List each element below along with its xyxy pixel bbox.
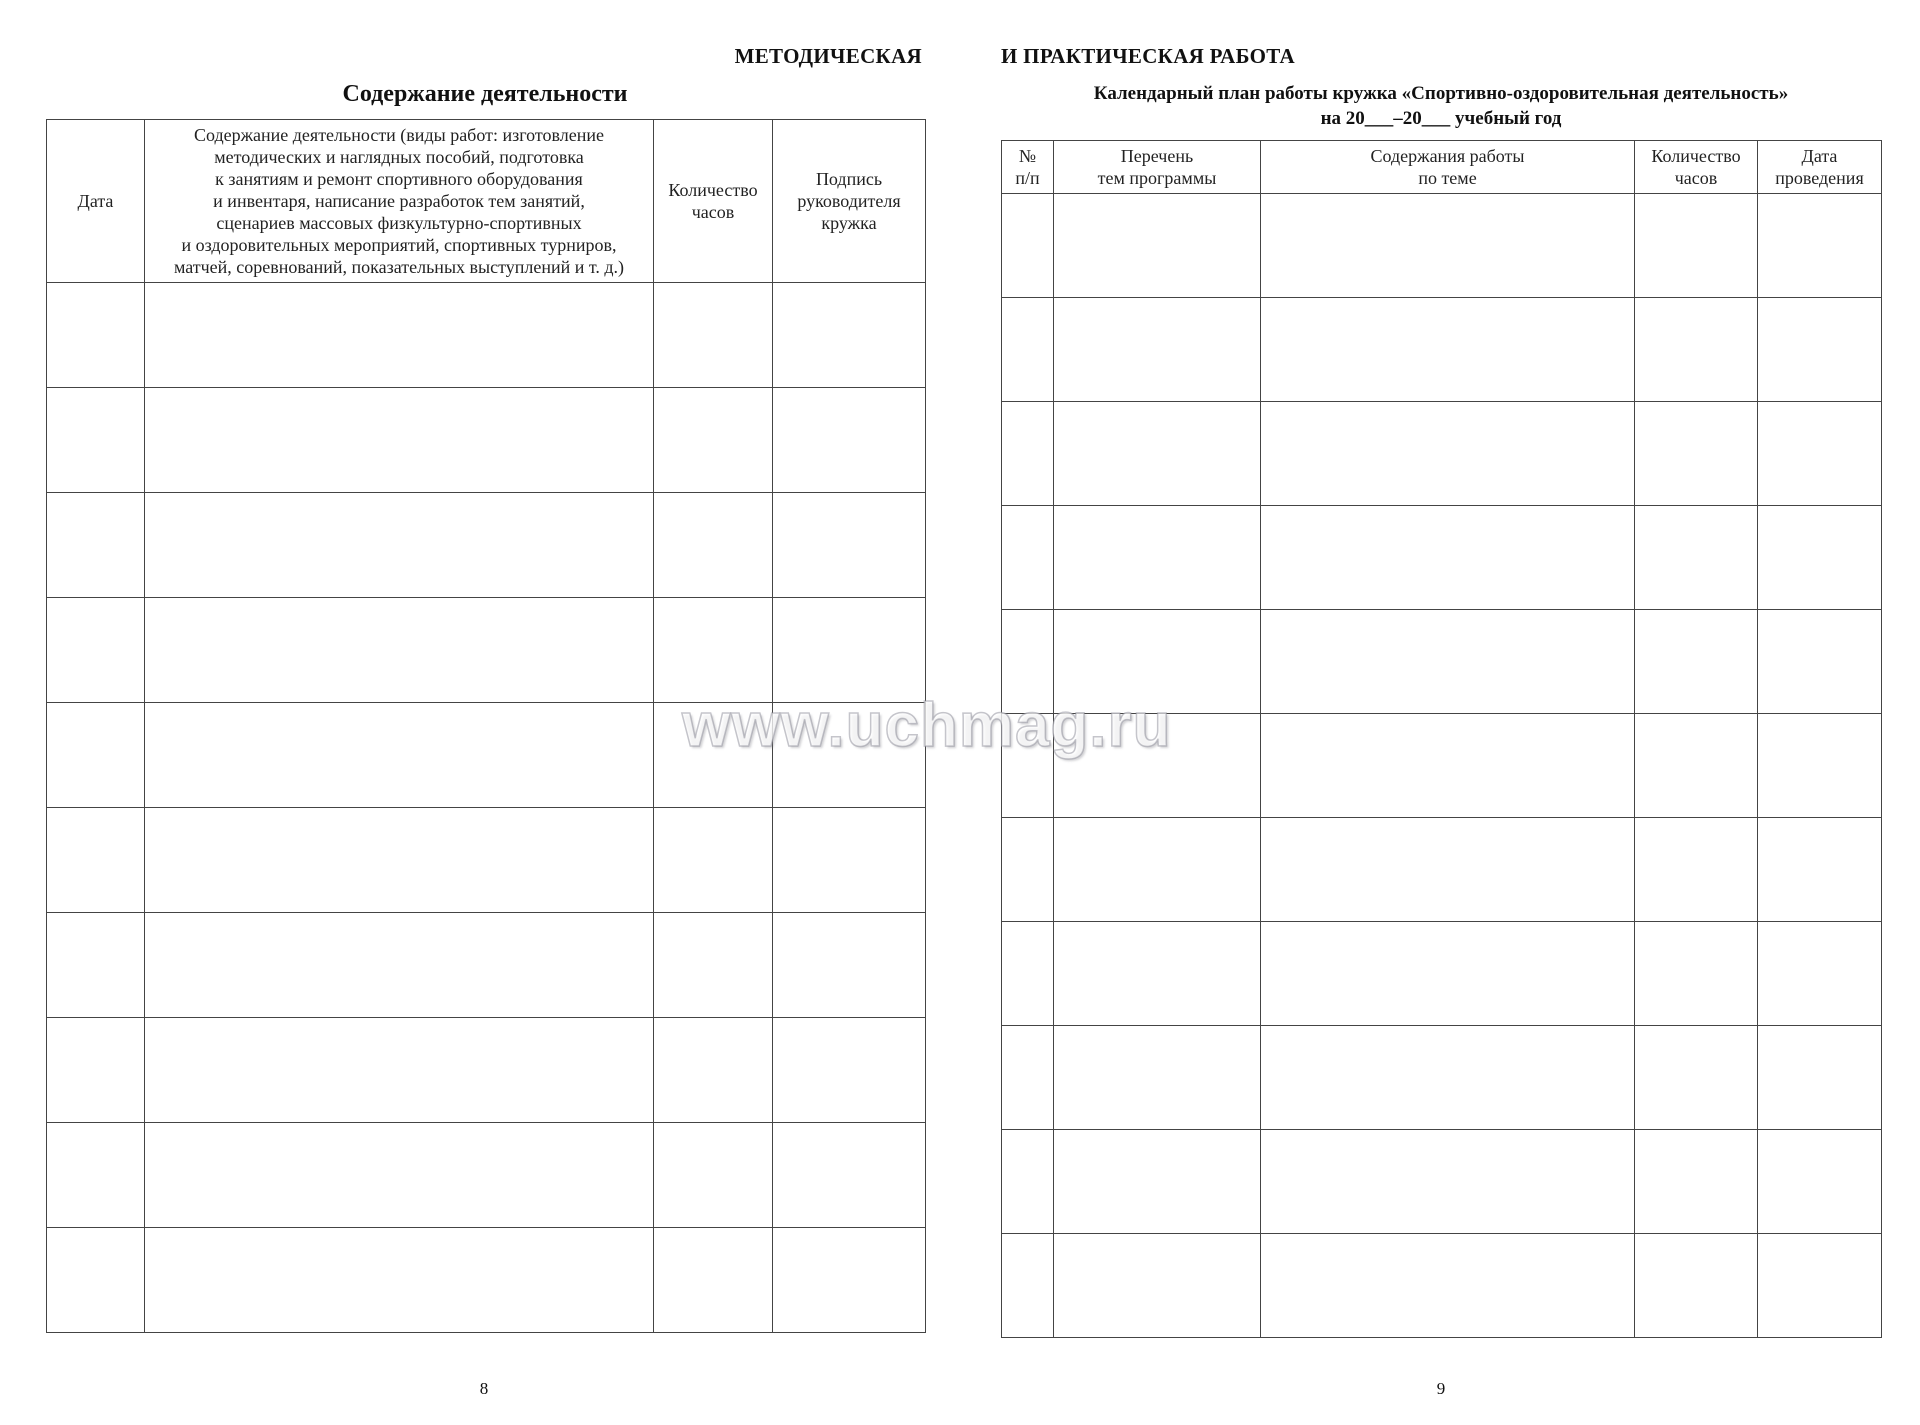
blank-cell xyxy=(1635,1130,1758,1234)
blank-cell xyxy=(1635,402,1758,506)
blank-cell xyxy=(1054,1026,1261,1130)
blank-cell xyxy=(1758,1026,1882,1130)
table-row xyxy=(47,598,926,703)
column-header-signature: Подпись руководителя кружка xyxy=(773,120,926,283)
blank-cell xyxy=(145,598,654,703)
blank-cell xyxy=(1758,1234,1882,1338)
blank-cell xyxy=(654,1228,773,1333)
blank-cell xyxy=(47,1228,145,1333)
blank-cell xyxy=(1758,922,1882,1026)
blank-cell xyxy=(47,703,145,808)
blank-cell xyxy=(47,598,145,703)
table-row xyxy=(1002,298,1882,402)
page-title: Содержание деятельности xyxy=(342,81,628,107)
blank-cell xyxy=(1054,194,1261,298)
table-row xyxy=(1002,402,1882,506)
blank-cell xyxy=(773,388,926,493)
blank-cell xyxy=(1758,714,1882,818)
blank-cell xyxy=(145,913,654,1018)
blank-cell xyxy=(1758,818,1882,922)
blank-cell xyxy=(145,808,654,913)
table-header-row xyxy=(1002,141,1882,194)
blank-cell xyxy=(654,1018,773,1123)
blank-cell xyxy=(145,1018,654,1123)
blank-cell xyxy=(145,703,654,808)
blank-cell xyxy=(47,913,145,1018)
table-row xyxy=(47,1123,926,1228)
table-row xyxy=(47,808,926,913)
column-header-date: Дата проведения xyxy=(1758,141,1882,194)
blank-cell xyxy=(1261,714,1635,818)
blank-cell xyxy=(1054,506,1261,610)
table-row xyxy=(47,1228,926,1333)
blank-cell xyxy=(1054,818,1261,922)
blank-cell xyxy=(47,283,145,388)
blank-cell xyxy=(1261,610,1635,714)
calendar-plan-heading xyxy=(1001,81,1881,131)
column-header-topics: Перечень тем программы xyxy=(1054,141,1261,194)
blank-cell xyxy=(773,598,926,703)
blank-cell xyxy=(1261,1026,1635,1130)
blank-cell xyxy=(1635,1234,1758,1338)
blank-cell xyxy=(47,1018,145,1123)
blank-cell xyxy=(1261,506,1635,610)
blank-cell xyxy=(1002,818,1054,922)
section-title-right: И ПРАКТИЧЕСКАЯ РАБОТА xyxy=(1001,44,1295,68)
blank-cell xyxy=(145,1123,654,1228)
blank-cell xyxy=(1758,610,1882,714)
blank-cell xyxy=(1635,818,1758,922)
blank-cell xyxy=(1054,1130,1261,1234)
blank-cell xyxy=(1635,714,1758,818)
blank-cell xyxy=(1002,506,1054,610)
column-header-work-content: Содержания работы по теме xyxy=(1261,141,1635,194)
blank-cell xyxy=(1261,298,1635,402)
watermark: www.uchmag.ru xyxy=(682,691,1172,760)
table-row xyxy=(47,1018,926,1123)
blank-cell xyxy=(1002,298,1054,402)
blank-cell xyxy=(773,1018,926,1123)
blank-cell xyxy=(773,808,926,913)
blank-cell xyxy=(1002,1130,1054,1234)
blank-cell xyxy=(773,493,926,598)
table-row xyxy=(1002,818,1882,922)
table-row xyxy=(47,283,926,388)
blank-cell xyxy=(773,913,926,1018)
blank-cell xyxy=(145,388,654,493)
blank-cell xyxy=(773,1123,926,1228)
blank-cell xyxy=(1635,194,1758,298)
blank-cell xyxy=(47,388,145,493)
column-header-hours: Количество часов xyxy=(654,120,773,283)
column-header-date: Дата xyxy=(47,120,145,283)
blank-cell xyxy=(47,493,145,598)
blank-cell xyxy=(654,493,773,598)
table-header-row xyxy=(47,120,926,283)
table-body xyxy=(47,283,926,1333)
blank-cell xyxy=(1635,922,1758,1026)
table-row xyxy=(1002,194,1882,298)
blank-cell xyxy=(1261,194,1635,298)
table-row xyxy=(1002,1026,1882,1130)
page-number: 8 xyxy=(479,1379,489,1398)
blank-cell xyxy=(145,1228,654,1333)
blank-cell xyxy=(145,493,654,598)
blank-cell xyxy=(654,283,773,388)
blank-cell xyxy=(1261,1234,1635,1338)
blank-cell xyxy=(654,388,773,493)
table-row xyxy=(1002,922,1882,1026)
table-body xyxy=(1002,194,1882,1338)
blank-cell xyxy=(47,808,145,913)
blank-cell xyxy=(145,283,654,388)
blank-cell xyxy=(1758,298,1882,402)
blank-cell xyxy=(1002,1026,1054,1130)
table-row xyxy=(1002,506,1882,610)
blank-cell xyxy=(654,808,773,913)
column-header-number: № п/п xyxy=(1002,141,1054,194)
blank-cell xyxy=(654,598,773,703)
blank-cell xyxy=(1261,922,1635,1026)
table-row xyxy=(47,913,926,1018)
blank-cell xyxy=(654,1123,773,1228)
blank-cell xyxy=(1002,402,1054,506)
blank-cell xyxy=(654,913,773,1018)
blank-cell xyxy=(773,1228,926,1333)
blank-cell xyxy=(1635,298,1758,402)
table-row xyxy=(47,493,926,598)
page-number: 9 xyxy=(1436,1379,1446,1398)
column-header-activity-content: Содержание деятельности (виды работ: изготовление методических и наглядных пособий, подготовка к занятиям и ремонт спортивного оборудования и инвентаря, написание разработок тем занятий, сценариев массовых физкультурно-спортивных и оздоровительных мероприятий, спортивных турниров, матчей, соревнований, показательных выступлений и т. д.) xyxy=(145,120,654,283)
blank-cell xyxy=(1002,1234,1054,1338)
blank-cell xyxy=(1758,402,1882,506)
blank-cell xyxy=(1758,506,1882,610)
blank-cell xyxy=(1054,402,1261,506)
section-title-left: МЕТОДИЧЕСКАЯ xyxy=(734,44,922,68)
calendar-plan-title: Календарный план работы кружка «Спортивно-оздоровительная деятельность» xyxy=(1093,83,1789,104)
blank-cell xyxy=(1758,1130,1882,1234)
blank-cell xyxy=(1758,194,1882,298)
blank-cell xyxy=(773,283,926,388)
blank-cell xyxy=(1054,922,1261,1026)
column-header-hours: Количество часов xyxy=(1635,141,1758,194)
blank-cell xyxy=(1261,818,1635,922)
blank-cell xyxy=(1635,506,1758,610)
blank-cell xyxy=(1261,1130,1635,1234)
academic-year-line: на 20___–20___ учебный год xyxy=(1320,108,1562,129)
blank-cell xyxy=(1054,1234,1261,1338)
blank-cell xyxy=(47,1123,145,1228)
table-row xyxy=(47,388,926,493)
table-row xyxy=(1002,1234,1882,1338)
blank-cell xyxy=(1635,1026,1758,1130)
blank-cell xyxy=(1635,610,1758,714)
blank-cell xyxy=(1261,402,1635,506)
blank-cell xyxy=(1002,922,1054,1026)
table-row xyxy=(1002,1130,1882,1234)
blank-cell xyxy=(1002,194,1054,298)
blank-cell xyxy=(1054,298,1261,402)
